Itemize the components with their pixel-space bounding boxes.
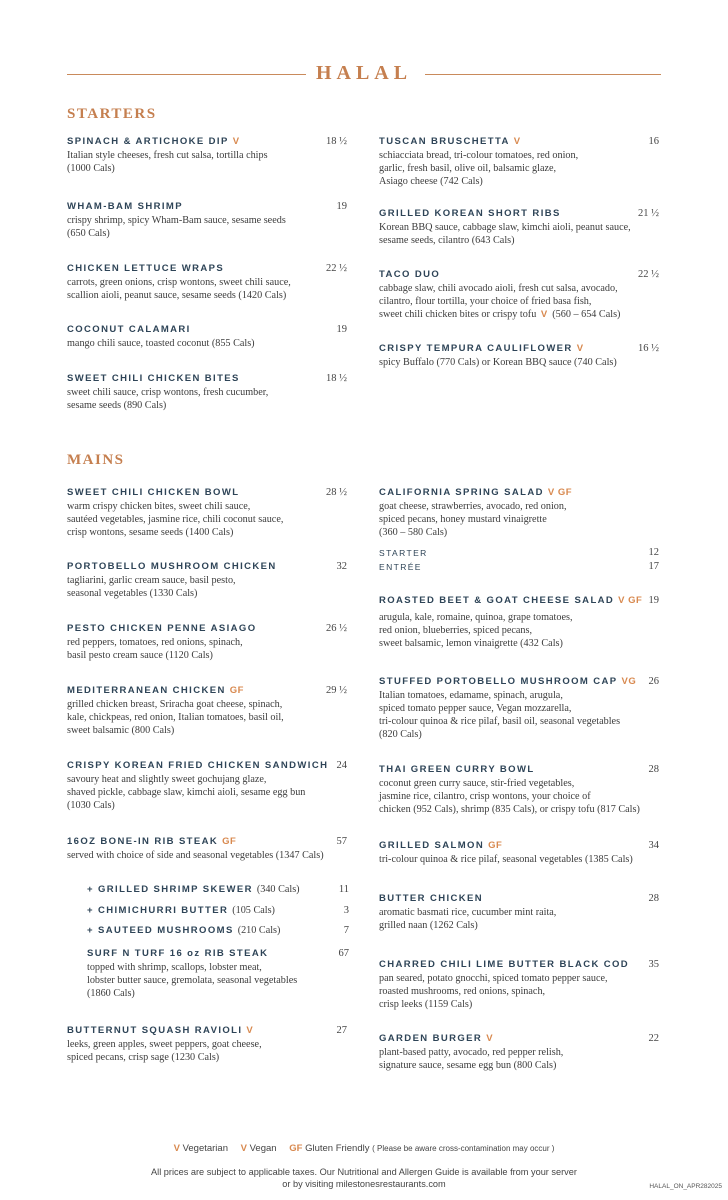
item-name: GRILLED KOREAN SHORT RIBS — [379, 208, 561, 219]
diet-tag: GF — [229, 685, 244, 696]
item-description: Korean BBQ sauce, cabbage slaw, kimchi aioli, peanut sauce, sesame seeds, cilantro (643 Cals) — [379, 222, 631, 246]
addon-name: + SAUTEED MUSHROOMS (210 Cals) — [87, 925, 281, 936]
item-price: 22 ½ — [326, 263, 347, 274]
item-price: 28 — [648, 764, 659, 775]
item-name: SPINACH & ARTICHOKE DIP V — [67, 136, 240, 147]
item-name: SWEET CHILI CHICKEN BOWL — [67, 487, 240, 498]
diet-tag: V — [540, 309, 548, 320]
diet-tag: V — [232, 136, 240, 147]
item-description: sweet chili sauce, crisp wontons, fresh cucumber, sesame seeds (890 Cals) — [67, 387, 269, 411]
item-name: TACO DUO — [379, 269, 441, 280]
item-name: THAI GREEN CURRY BOWL — [379, 764, 535, 775]
item-price: 21 ½ — [638, 208, 659, 219]
menu-item — [67, 760, 347, 812]
item-name: GRILLED SALMON GF — [379, 840, 503, 851]
menu-item-surf-n-turf — [87, 948, 349, 1000]
item-description: Italian style cheeses, fresh cut salsa, tortilla chips (1000 Cals) — [67, 150, 268, 174]
menu-item — [67, 685, 347, 737]
menu-item — [379, 676, 659, 741]
menu-item — [379, 840, 659, 866]
item-description: topped with shrimp, scallops, lobster meat, lobster butter sauce, gremolata, seasonal vegetables (1860 Cals) — [87, 962, 298, 999]
item-price: 18 ½ — [326, 136, 347, 147]
item-description: schiacciata bread, tri-colour tomatoes, red onion, garlic, fresh basil, olive oil, balsamic glaze, Asiago cheese (742 Cals) — [379, 150, 579, 187]
addon-price: 3 — [343, 905, 349, 916]
footer-line-2: or by visiting milestonesrestaurants.com — [282, 1179, 446, 1189]
addon-name: + CHIMICHURRI BUTTER (105 Cals) — [87, 905, 275, 916]
item-price: 22 — [648, 1033, 659, 1044]
item-name: CHARRED CHILI LIME BUTTER BLACK COD — [379, 959, 630, 970]
item-description: savoury heat and slightly sweet gochujang glaze, shaved pickle, cabbage slaw, kimchi aioli, sesame egg bun (1030 Cals) — [67, 774, 306, 811]
item-name: CALIFORNIA SPRING SALAD V GF — [379, 487, 573, 498]
addon-price: 7 — [343, 925, 349, 936]
menu-item — [379, 208, 659, 247]
menu-item — [379, 343, 659, 369]
menu-item — [379, 959, 659, 1011]
item-price: 22 ½ — [638, 269, 659, 280]
item-price: 28 — [648, 893, 659, 904]
salad-size — [379, 547, 659, 559]
menu-code: HALAL_ON_APR282025 — [649, 1183, 722, 1190]
menu-item — [379, 764, 659, 816]
item-description: grilled chicken breast, Sriracha goat cheese, spinach, kale, chickpeas, red onion, Italian tomatoes, basil oil, sweet balsamic (800 Cals) — [67, 699, 284, 736]
item-name: TUSCAN BRUSCHETTA V — [379, 136, 521, 147]
item-name: PESTO CHICKEN PENNE ASIAGO — [67, 623, 257, 634]
item-price: 16 ½ — [638, 343, 659, 354]
item-price: 24 — [336, 760, 347, 771]
menu-item — [379, 269, 659, 321]
item-price: 19 — [336, 324, 347, 335]
item-name: GARDEN BURGER V — [379, 1033, 494, 1044]
salad-size — [379, 561, 659, 573]
item-price: 19 — [336, 201, 347, 212]
item-description: spicy Buffalo (770 Cals) or Korean BBQ sauce (740 Cals) — [379, 357, 617, 368]
size-price: 17 — [648, 561, 659, 572]
item-name: CRISPY KOREAN FRIED CHICKEN SANDWICH — [67, 760, 329, 771]
menu-item — [67, 623, 347, 662]
menu-item — [379, 1033, 659, 1072]
diet-tag: GF — [488, 840, 503, 851]
item-description: goat cheese, strawberries, avocado, red onion, spiced pecans, honey mustard vinaigrette (360 – 580 Cals) — [379, 501, 567, 538]
legend-vegetarian-label: Vegetarian — [182, 1143, 228, 1154]
menu-item — [67, 263, 347, 302]
legend-vegetarian-tag: V — [173, 1143, 180, 1154]
menu-item — [67, 1025, 347, 1064]
legend-vegan-label: Vegan — [249, 1143, 277, 1154]
diet-tag: V — [576, 343, 584, 354]
item-name: COCONUT CALAMARI — [67, 324, 191, 335]
item-description: warm crispy chicken bites, sweet chili sauce, sautéed vegetables, jasmine rice, chili coconut sauce, crisp wontons, sesame seeds (1400 Cals) — [67, 501, 284, 538]
item-description: served with choice of side and seasonal vegetables (1347 Cals) — [67, 850, 324, 861]
item-name: MEDITERRANEAN CHICKEN GF — [67, 685, 244, 696]
item-name: SWEET CHILI CHICKEN BITES — [67, 373, 240, 384]
size-label: ENTRÉE — [379, 562, 422, 572]
item-description: Italian tomatoes, edamame, spinach, arugula, spiced tomato pepper sauce, Vegan mozzarella, tri-colour quinoa & rice pilaf, basil oil, seasonal vegetables (820 Cals) — [379, 690, 621, 740]
diet-tag: GF — [222, 836, 237, 847]
item-description: crispy shrimp, spicy Wham-Bam sauce, sesame seeds (650 Cals) — [67, 215, 286, 239]
item-price: 16 — [648, 136, 659, 147]
addon-item — [87, 905, 349, 917]
diet-tag: V GF — [547, 487, 573, 498]
addon-price: 11 — [338, 884, 349, 895]
item-description: plant-based patty, avocado, red pepper relish, signature sauce, sesame egg bun (800 Cals) — [379, 1047, 564, 1071]
item-price: 18 ½ — [326, 373, 347, 384]
item-name: STUFFED PORTOBELLO MUSHROOM CAP VG — [379, 676, 637, 687]
menu-item — [379, 893, 659, 932]
header-rule-right — [425, 74, 661, 75]
addon-item — [87, 884, 349, 896]
section-heading-starters: STARTERS — [67, 106, 157, 122]
item-description: pan seared, potato gnocchi, spiced tomato pepper sauce, roasted mushrooms, red onions, spinach, crisp leeks (1159 Cals) — [379, 973, 608, 1010]
dietary-legend — [0, 1143, 728, 1154]
menu-item — [379, 595, 659, 650]
item-description: tagliarini, garlic cream sauce, basil pesto, seasonal vegetables (1330 Cals) — [67, 575, 236, 599]
item-price: 28 ½ — [326, 487, 347, 498]
item-description: carrots, green onions, crisp wontons, sweet chili sauce, scallion aioli, peanut sauce, sesame seeds (1420 Cals) — [67, 277, 291, 301]
legend-note: ( Please be aware cross-contamination may occur ) — [372, 1144, 555, 1153]
item-description: tri-colour quinoa & rice pilaf, seasonal vegetables (1385 Cals) — [379, 854, 633, 865]
menu-item — [379, 487, 659, 539]
section-heading-mains: MAINS — [67, 452, 125, 468]
item-price: 26 — [648, 676, 659, 687]
item-description: cabbage slaw, chili avocado aioli, fresh cut salsa, avocado, cilantro, flour tortilla, your choice of fried basa fish, sweet chili chicken bites or crispy tofu V (560 – 654 Cals) — [379, 283, 621, 320]
legend-gluten-friendly-tag: GF — [289, 1143, 303, 1154]
diet-tag: V GF — [618, 595, 643, 606]
legend-vegan-tag: V — [240, 1143, 247, 1154]
diet-tag: VG — [621, 676, 637, 687]
size-label: STARTER — [379, 548, 428, 558]
diet-tag: V — [486, 1033, 494, 1044]
menu-item — [67, 373, 347, 412]
item-name: ROASTED BEET & GOAT CHEESE SALAD V GF — [379, 595, 643, 606]
item-name: BUTTER CHICKEN — [379, 893, 484, 904]
item-description: red peppers, tomatoes, red onions, spinach, basil pesto cream sauce (1120 Cals) — [67, 637, 243, 661]
item-name: SURF N TURF 16 oz RIB STEAK — [87, 948, 269, 959]
page-title: HALAL — [315, 62, 413, 84]
diet-tag: V — [513, 136, 521, 147]
menu-item — [67, 136, 347, 175]
menu-item — [67, 487, 347, 539]
diet-tag: V — [246, 1025, 254, 1036]
item-price: 57 — [336, 836, 347, 847]
menu-item — [67, 324, 347, 350]
addon-item — [87, 925, 349, 937]
item-description: aromatic basmati rice, cucumber mint raita, grilled naan (1262 Cals) — [379, 907, 557, 931]
item-price: 19 — [648, 595, 659, 606]
item-description: leeks, green apples, sweet peppers, goat cheese, spiced pecans, crisp sage (1230 Cals) — [67, 1039, 262, 1063]
addon-name: + GRILLED SHRIMP SKEWER (340 Cals) — [87, 884, 300, 895]
menu-item — [67, 561, 347, 600]
menu-item — [379, 136, 659, 188]
item-price: 32 — [336, 561, 347, 572]
size-price: 12 — [648, 547, 659, 558]
item-price: 67 — [338, 948, 349, 959]
item-price: 27 — [336, 1025, 347, 1036]
item-name: CRISPY TEMPURA CAULIFLOWER V — [379, 343, 584, 354]
item-price: 26 ½ — [326, 623, 347, 634]
item-name: 16OZ BONE-IN RIB STEAK GF — [67, 836, 237, 847]
footer — [0, 1166, 728, 1190]
item-description: mango chili sauce, toasted coconut (855 Cals) — [67, 338, 255, 349]
menu-item — [67, 836, 347, 862]
item-description: arugula, kale, romaine, quinoa, grape tomatoes, red onion, blueberries, spiced pecans, sweet balsamic, lemon vinaigrette (432 Cals) — [379, 612, 573, 649]
footer-line-1: All prices are subject to applicable taxes. Our Nutritional and Allergen Guide is available from your server — [151, 1167, 577, 1177]
item-price: 34 — [648, 840, 659, 851]
item-price: 35 — [648, 959, 659, 970]
item-name: BUTTERNUT SQUASH RAVIOLI V — [67, 1025, 254, 1036]
item-description: coconut green curry sauce, stir-fried vegetables, jasmine rice, cilantro, crisp wontons, your choice of chicken (952 Cals), shrimp (835 Cals), or crispy tofu (817 Cals) — [379, 778, 640, 815]
item-price: 29 ½ — [326, 685, 347, 696]
menu-item — [67, 201, 347, 240]
item-name: CHICKEN LETTUCE WRAPS — [67, 263, 225, 274]
legend-gluten-friendly-label: Gluten Friendly — [305, 1143, 370, 1154]
item-name: WHAM-BAM SHRIMP — [67, 201, 183, 212]
item-name: PORTOBELLO MUSHROOM CHICKEN — [67, 561, 277, 572]
